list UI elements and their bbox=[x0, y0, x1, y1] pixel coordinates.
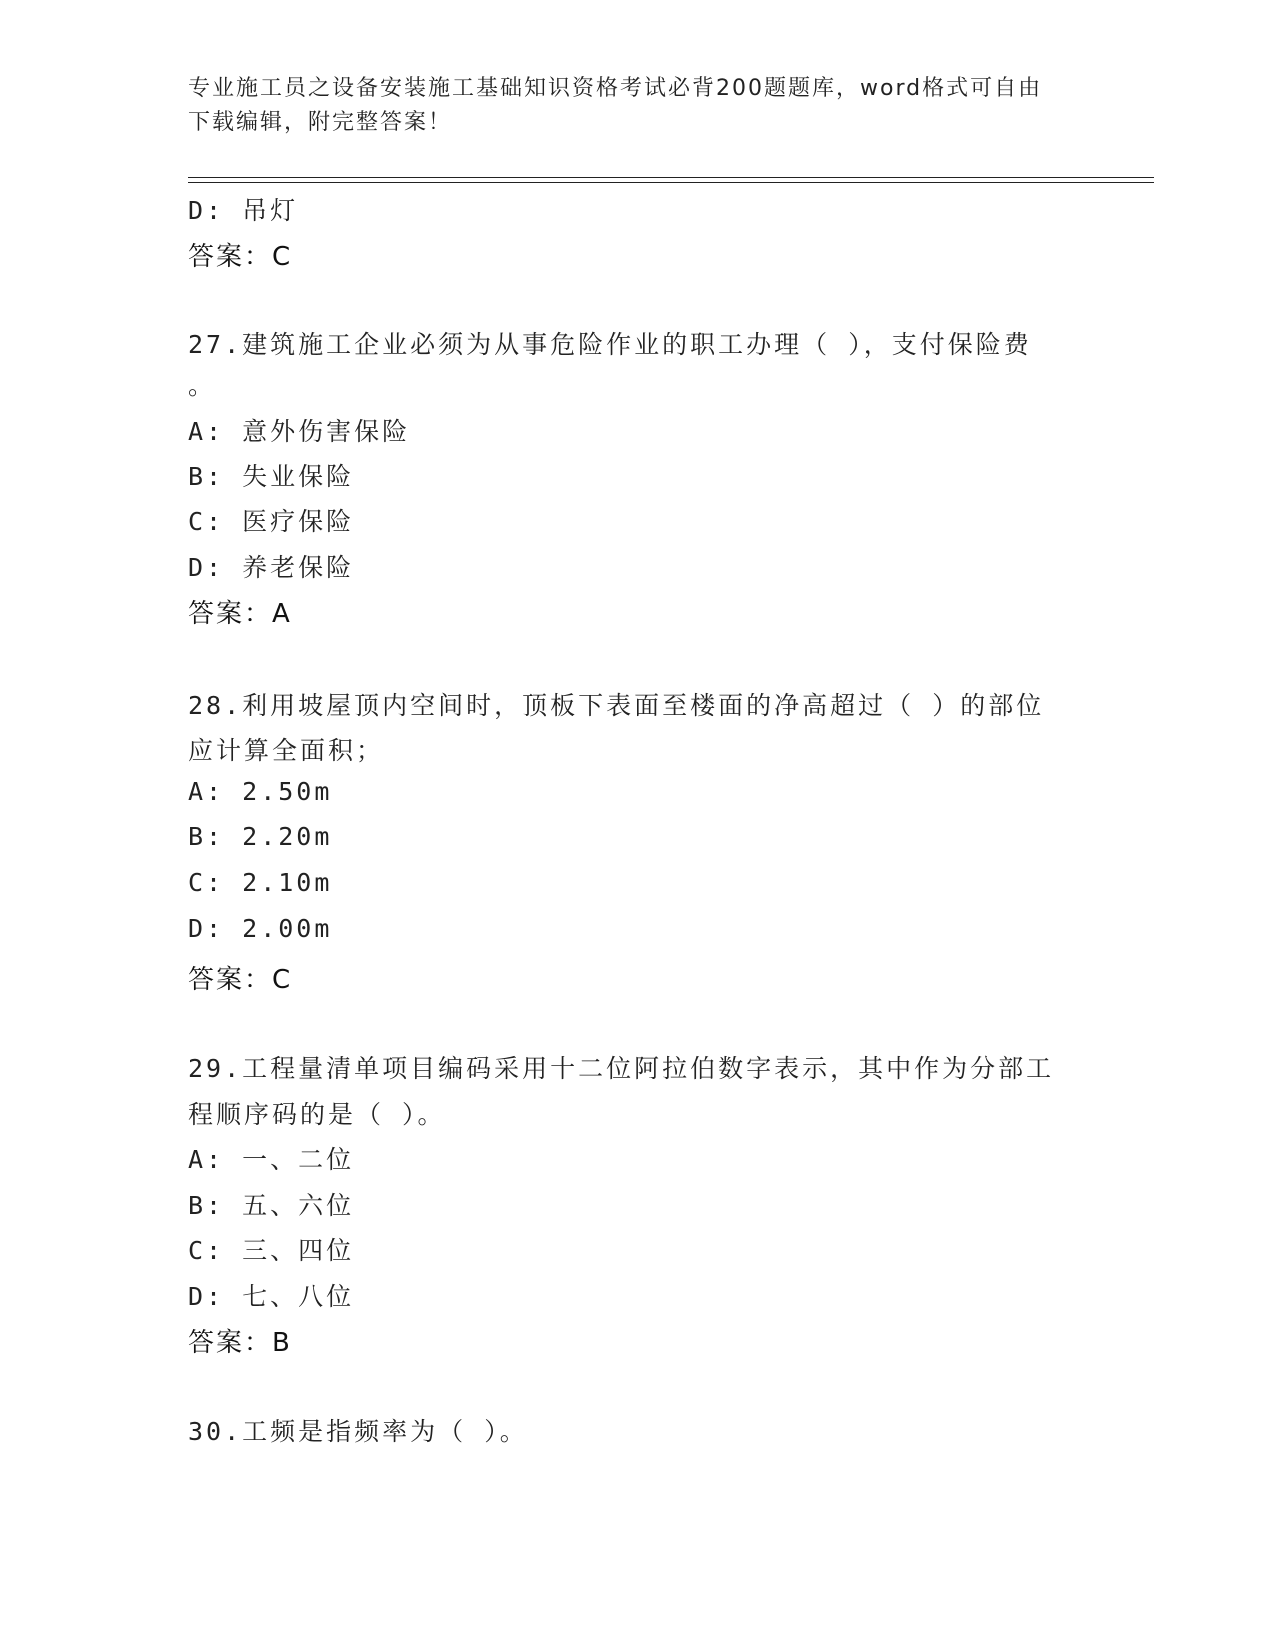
q29-stem-line-1: 29.工程量清单项目编码采用十二位阿拉伯数字表示，其中作为分部工 bbox=[188, 1054, 1055, 1083]
document-header bbox=[188, 72, 1088, 140]
q27-option-a: A: 意外伤害保险 bbox=[188, 417, 411, 446]
q28-option-b: B: 2.20m bbox=[188, 822, 333, 851]
prev-option-d: D: 吊灯 bbox=[188, 196, 299, 225]
q30-stem-line-1: 30.工频是指频率为（ ）。 bbox=[188, 1417, 528, 1446]
q29-option-d: D: 七、八位 bbox=[188, 1282, 355, 1311]
q28-stem-line-2: 应计算全面积； bbox=[188, 736, 385, 765]
q27-answer: 答案：A bbox=[188, 599, 292, 629]
q27-stem-line-1: 27.建筑施工企业必须为从事危险作业的职工办理（ ），支付保险费 bbox=[188, 330, 1032, 359]
q28-option-d: D: 2.00m bbox=[188, 914, 333, 943]
q28-stem-line-1: 28.利用坡屋顶内空间时，顶板下表面至楼面的净高超过（ ）的部位 bbox=[188, 691, 1045, 720]
q29-option-a: A: 一、二位 bbox=[188, 1145, 355, 1174]
header-rule-top bbox=[188, 177, 1154, 178]
header-line-1: 专业施工员之设备安装施工基础知识资格考试必背200题题库，word格式可自由 bbox=[188, 76, 1043, 101]
q27-option-d: D: 养老保险 bbox=[188, 553, 355, 582]
q29-stem-line-2: 程顺序码的是（ ）。 bbox=[188, 1100, 446, 1129]
q29-option-c: C: 三、四位 bbox=[188, 1236, 355, 1265]
q29-option-b: B: 五、六位 bbox=[188, 1191, 355, 1220]
q28-option-c: C: 2.10m bbox=[188, 868, 333, 897]
header-rule-bottom bbox=[188, 182, 1154, 183]
prev-answer: 答案：C bbox=[188, 242, 293, 272]
q27-option-c: C: 医疗保险 bbox=[188, 507, 355, 536]
q28-option-a: A: 2.50m bbox=[188, 777, 333, 806]
q27-option-b: B: 失业保险 bbox=[188, 462, 355, 491]
q28-answer: 答案：C bbox=[188, 965, 293, 995]
q27-stem-line-2: 。 bbox=[188, 371, 217, 400]
q29-answer: 答案：B bbox=[188, 1328, 292, 1358]
header-line-2: 下载编辑，附完整答案！ bbox=[188, 110, 453, 135]
